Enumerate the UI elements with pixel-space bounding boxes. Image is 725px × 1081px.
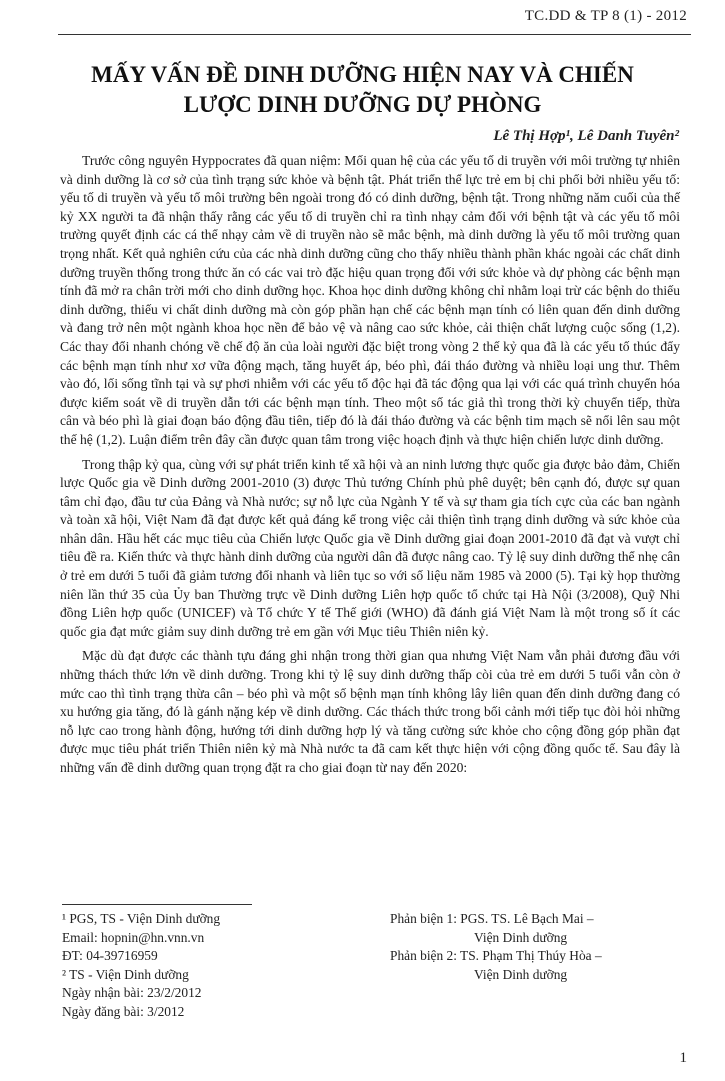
footnote-rule (62, 904, 252, 905)
article-authors: Lê Thị Hợp¹, Lê Danh Tuyên² (493, 128, 679, 144)
reviewer-1: Phản biện 1: PGS. TS. Lê Bạch Mai – (390, 911, 594, 926)
body-paragraph-3: Mặc dù đạt được các thành tựu đáng ghi nhận trong thời gian qua nhưng Việt Nam vẫn phải đương đầu với những thách thức lớn về dinh dưỡng. Trong khi tỷ lệ suy dinh dưỡng thấp còi của trẻ em dưới 5 tuổi vẫn còn ở mức cao thì tình trạng thừa cân – béo phì và một số bệnh mạn tính không lây liên quan đến dinh dưỡng đang có xu hướng gia tăng, đó là gánh nặng kép về dinh dưỡng. Các thách thức trong bối cảnh mới tiếp tục đòi hỏi những nỗ lực cao trong hành động, hướng tới dinh dưỡng hợp lý và tăng cường sức khỏe cho cộng đồng góp phần đạt được mục tiêu phát triển Thiên niên kỷ mà Nhà nước ta đã cam kết thực hiện với cộng đồng quốc tế. Sau đây là những vấn đề dinh dưỡng quan trọng đặt ra cho giai đoạn từ nay đến 2020: (60, 648, 680, 775)
footnote-published-date: Ngày đăng bài: 3/2012 (62, 1003, 185, 1019)
reviewer-1-affiliation: Viện Dinh dưỡng (474, 929, 568, 945)
body-paragraph-2: Trong thập kỷ qua, cùng với sự phát triển kinh tế xã hội và an ninh lương thực quốc gia được bảo đảm, Chiến lược Quốc gia về Dinh dưỡng 2001-2010 (3) được Thủ tướng Chính phủ phê duyệt; bên cạnh đó, được sự quan tâm chỉ đạo, đầu tư của Đảng và Nhà nước; sự nỗ lực của Ngành Y tế và sự tham gia tích cực của các ban ngành và toàn xã hội, Việt Nam đã đạt được kết quả đáng kể trong việc cải thiện tình trạng dinh dưỡng và sức khỏe của nhân dân. Hầu hết các mục tiêu của Chiến lược Quốc gia về Dinh dưỡng giai đoạn 2001-2010 đã đạt và vượt chỉ tiêu đề ra. Kiến thức và thực hành dinh dưỡng của người dân đã được nâng cao. Tỷ lệ suy dinh dưỡng thể nhẹ cân ở trẻ em dưới 5 tuổi đã giảm tương đối nhanh và liên tục so với số liệu năm 1985 và 2000 (5). Tại kỳ họp thường niên lần thứ 35 của Ủy ban Thường trực về Dinh dưỡng Liên hợp quốc tổ chức tại Hà Nội (3/2008), Quỹ Nhi đồng Liên hợp quốc (UNICEF) và Tổ chức Y tế Thế giới (WHO) đã đánh giá Việt Nam là một trong số ít các quốc gia đạt mức giảm suy dinh dưỡng trẻ em gần với Mục tiêu Thiên niên kỷ. (60, 456, 680, 639)
running-header: TC.DD & TP 8 (1) - 2012 (524, 8, 687, 24)
body-paragraph-1: Trước công nguyên Hyppocrates đã quan niệm: Mối quan hệ của các yếu tố di truyền với môi trường tự nhiên và dinh dưỡng là cơ sở của tình trạng sức khỏe và bệnh tật. Phát triển thể lực trẻ em bị chi phối bởi nhiều yếu tố: yếu tố di truyền và yếu tố môi trường bên ngoài trong đó có dinh dưỡng, bệnh tật. Trong những năm cuối của thế kỷ XX người ta đã nhận thấy rằng các yếu tố di truyền chỉ ra tình nhạy cảm đối với bệnh tật và các yếu tố môi trường quyết định các cá thể nhạy cảm về di truyền nào sẽ mắc bệnh, mà dinh dưỡng là yếu tố môi trường quan trọng nhất. Kết quả nghiên cứu của các nhà dinh dưỡng cũng cho thấy nhiều thành phần khác ngoài các chất dinh dưỡng truyền thống trong thức ăn có các vai trò đặc hiệu quan trọng đối với sức khỏe và dự phòng các bệnh mạn tính đã mở ra chân trời mới cho dinh dưỡng học. Khoa học dinh dưỡng không chỉ nhằm loại trừ các bệnh do thiếu dinh dưỡng, thiếu vi chất dinh dưỡng mà còn góp phần hạn chế các bệnh mạn tính có liên quan đến dinh dưỡng và đang trở nên một ngành khoa học nền để bảo vệ và nâng cao sức khỏe, cải thiện chất lượng cuộc sống (1,2). Các thay đổi nhanh chóng về chế độ ăn của loài người đặc biệt trong vòng 2 thế kỷ qua đã là các yếu tố thúc đẩy các bệnh mạn tính như xơ vữa động mạch, tăng huyết áp, béo phì, đái tháo đường và nhiều loại ung thư. Thêm vào đó, lối sống tĩnh tại và sự phơi nhiễm với các yếu tố độc hại đã tác động qua lại với các quá trình chuyển hóa được kiểm soát về di truyền dẫn tới các bệnh mạn tính. Theo một số tác giả thì trong thời kỳ chuyển tiếp, thừa cân và béo phì là giai đoạn báo động đầu tiên, tiếp đó là đái tháo đường và các bệnh tim mạch sẽ nổi lên sau một thế hệ (1,2). Luận điểm trên đây cần được quan tâm trong việc hoạch định và thực hiện chiến lược dinh dưỡng. (60, 153, 680, 447)
title-line-2: LƯỢC DINH DƯỠNG DỰ PHÒNG (183, 92, 542, 117)
title-line-1: MẤY VẤN ĐỀ DINH DƯỠNG HIỆN NAY VÀ CHIẾN (91, 62, 634, 87)
reviewer-2: Phản biện 2: TS. Phạm Thị Thúy Hòa – (390, 948, 602, 964)
article-title (40, 60, 685, 120)
page-number: 1 (679, 1050, 687, 1066)
reviewer-footnotes (390, 910, 690, 984)
footnote-email: Email: hopnin@hn.vnn.vn (62, 929, 205, 945)
reviewer-2-affiliation: Viện Dinh dưỡng (474, 966, 568, 982)
footnote-received-date: Ngày nhận bài: 23/2/2012 (62, 985, 202, 1001)
article-body (60, 152, 680, 784)
footnote-author-1: ¹ PGS, TS - Viện Dinh dưỡng (62, 911, 221, 926)
footnote-phone: ĐT: 04-39716959 (62, 948, 158, 964)
author-footnotes (62, 910, 372, 1022)
footnote-author-2: ² TS - Viện Dinh dưỡng (62, 966, 189, 982)
header-rule (58, 34, 691, 35)
